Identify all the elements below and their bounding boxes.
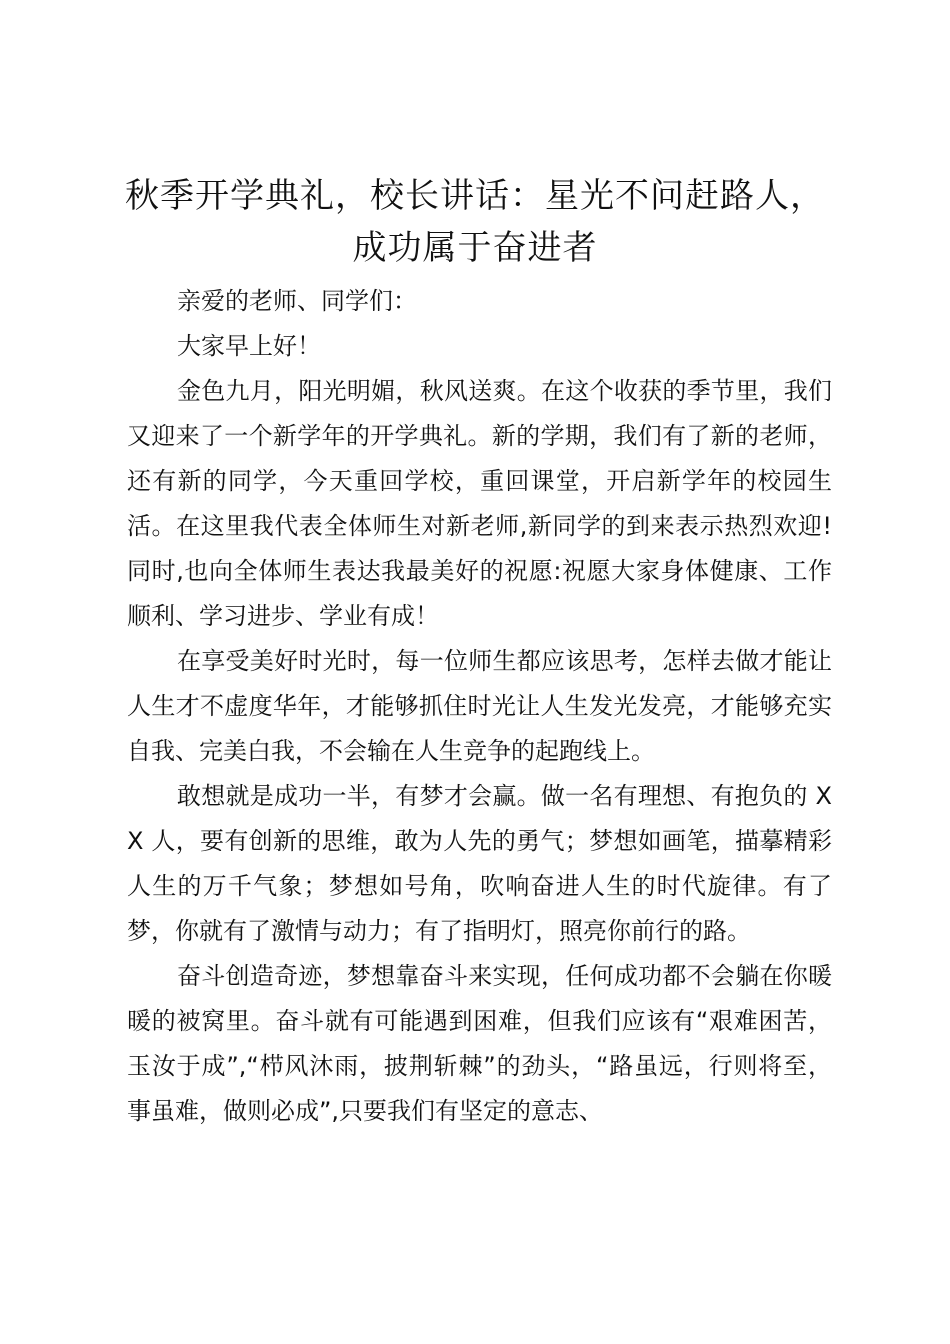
document-title: [110, 170, 840, 274]
salutation: 亲爱的老师、同学们：: [177, 287, 417, 315]
paragraph-reflection: 在享受美好时光时，每一位师生都应该思考，怎样去做才能让人生才不虚度华年，才能够抓住时光让人生发光发亮，才能够充实自我、完美白我，不会输在人生竞争的起跑线上。: [127, 647, 832, 765]
title-line-1: 秋季开学典礼，校长讲话：星光不问赶路人，: [125, 176, 825, 216]
paragraph-dream: 敢想就是成功一半，有梦才会赢。做一名有理想、有抱负的 XX 人，要有创新的思维，敢为人先的勇气；梦想如画笔，描摹精彩人生的万千气象；梦想如号角，吹响奋进人生的时代旋律。有了梦，你就有了激情与动力；有了指明灯，照亮你前行的路。: [127, 782, 832, 945]
greeting: 大家早上好！: [177, 332, 321, 360]
title-line-2: 成功属于奋进者: [352, 228, 598, 268]
paragraph-struggle: 奋斗创造奇迹，梦想靠奋斗来实现，任何成功都不会躺在你暖暖的被窝里。奋斗就有可能遇到困难，但我们应该有“艰难困苦，玉汝于成”,“栉风沐雨，披荆斩棘”的劲头，“路虽远，行则将至，事虽难，做则必成”,只要我们有坚定的意志、: [127, 962, 832, 1125]
document-body: [127, 279, 832, 1134]
paragraph-welcome: 金色九月，阳光明媚，秋风送爽。在这个收获的季节里，我们又迎来了一个新学年的开学典礼。新的学期，我们有了新的老师，还有新的同学，今天重回学校，重回课堂，开启新学年的校园生活。在这里我代表全体师生对新老师,新同学的到来表示热烈欢迎!同时,也向全体师生表达我最美好的祝愿:祝愿大家身体健康、工作顺利、学习进步、学业有成！: [127, 377, 832, 630]
